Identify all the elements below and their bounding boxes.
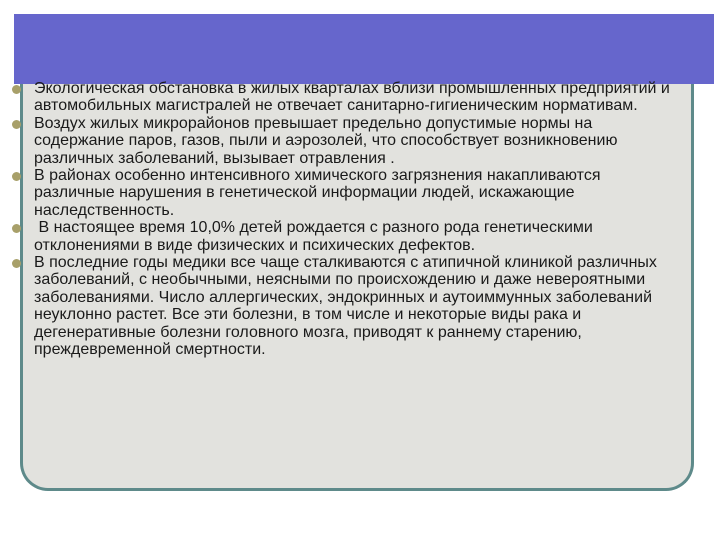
bullet-text: В районах особенно интенсивного химического загрязнения накапливаются различные нарушения в генетической информации людей, искажающие наследственность. <box>34 167 601 219</box>
bullet-item-1 <box>0 80 700 115</box>
bullet-item-3 <box>0 167 700 219</box>
bullet-text: Воздух жилых микрорайонов превышает предельно допустимые нормы на содержание паров, газов, пыли и аэрозолей, что способствует возникновению различных заболеваний, вызывает отравления . <box>34 114 618 167</box>
bullet-dot-icon <box>12 224 21 233</box>
bullet-item-2 <box>0 115 700 167</box>
bullet-dot-icon <box>12 85 21 94</box>
bullet-list <box>0 80 700 359</box>
bullet-text: В настоящее время 10,0% детей рождается с разного рода генетическими отклонениями в виде физических и психических дефектов. <box>34 219 598 254</box>
bullet-dot-icon <box>12 120 21 129</box>
bullet-item-4 <box>0 219 700 254</box>
bullet-item-5 <box>0 254 700 358</box>
title-bar <box>14 14 714 84</box>
bullet-text: Экологическая обстановка в жилых кварталах вблизи промышленных предприятий и автомобильных магистралей не отвечает санитарно-гигиеническим нормативам. <box>34 80 670 115</box>
bullet-text: В последние годы медики все чаще сталкиваются с атипичной клиникой различных заболеваний, с необычными, неясными по происхождению и даже невероятными заболеваниями. Число аллергических, эндокринных и аутоиммунных заболеваний неуклонно растет. Все эти болезни, в том числе и некоторые виды рака и дегенеративные болезни головного мозга, приводят к раннему старению, преждевременной смертности. <box>34 254 657 359</box>
bullet-dot-icon <box>12 259 21 268</box>
bullet-dot-icon <box>12 172 21 181</box>
